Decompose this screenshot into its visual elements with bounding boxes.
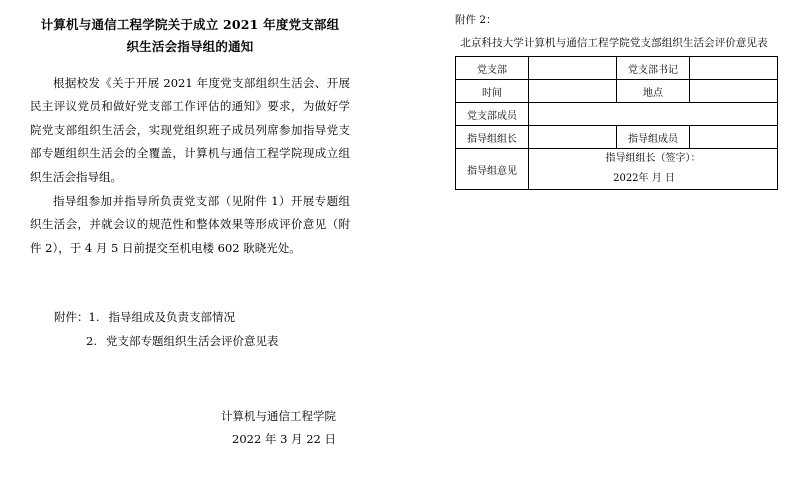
notice-title-line-2: 织生活会指导组的通知 [126,38,254,54]
form-value-opinion[interactable] [529,149,778,190]
form-value-place[interactable] [690,80,778,103]
notice-attachment-index-2: 2. [86,333,97,348]
notice-signature-date: 2022 年 3 月 22 日 [232,432,336,447]
table-row [456,80,778,103]
notice-attachment-row-2 [54,330,350,354]
form-value-branch[interactable] [529,57,617,80]
notice-attachment-text-1: 指导组成及负责支部情况 [108,310,235,325]
notice-signature [30,405,350,451]
form-value-group-leader[interactable] [529,126,617,149]
table-row [456,57,778,80]
form-opinion-signature: 指导组组长（签字）： [605,153,701,164]
form-label-time: 时间 [456,80,529,103]
form-title: 北京科技大学计算机与通信工程学院党支部组织生活会评价意见表 [460,37,768,49]
table-row [456,126,778,149]
notice-attachment-row-1 [54,306,350,330]
form-attachment-tag: 附件 2： [455,14,497,26]
form-value-branch-members[interactable] [529,103,778,126]
notice-paragraph-2: 指导组参加并指导所负责党支部（见附件 1）开展专题组织生活会，并就会议的规范性和整体效果等形成评价意见（附件 2），于 4 月 5 日前提交至机电楼 602 耿晓光处。 [30,193,350,255]
form-opinion-date: 2022年 月 日 [613,173,675,184]
notice-title-line-1: 计算机与通信工程学院关于成立 2021 年度党支部组 [40,17,340,32]
notice-signature-org: 计算机与通信工程学院 [221,409,336,424]
form-label-place: 地点 [617,80,690,103]
evaluation-form-table [455,56,778,190]
notice-column [30,14,350,474]
form-value-time[interactable] [529,80,617,103]
notice-attachment-text-2: 党支部专题组织生活会评价意见表 [106,333,279,348]
notice-attachments-label: 附件： [54,310,89,325]
form-label-group-members: 指导组成员 [617,126,690,149]
form-label-group-leader: 指导组组长 [456,126,529,149]
table-row [456,149,778,190]
table-row [456,103,778,126]
form-value-group-members[interactable] [690,126,778,149]
form-label-opinion: 指导组意见 [456,149,529,190]
form-label-branch-members: 党支部成员 [456,103,529,126]
notice-attachment-index-1: 1. [88,310,100,325]
notice-title [36,14,344,58]
form-value-branch-secretary[interactable] [690,57,778,80]
notice-attachments [30,306,350,353]
notice-paragraph-1: 根据校发《关于开展 2021 年度党支部组织生活会、开展民主评议党员和做好党支部工作评估的通知》要求，为做好学院党支部组织生活会，实现党组织班子成员列席参加指导党支部专题组织生活会的全覆盖，计算机与通信工程学院现成立组织生活会指导组。 [30,75,350,184]
form-column [455,12,773,190]
form-label-branch-secretary: 党支部书记 [617,57,690,80]
notice-body [30,72,350,261]
form-label-branch: 党支部 [456,57,529,80]
